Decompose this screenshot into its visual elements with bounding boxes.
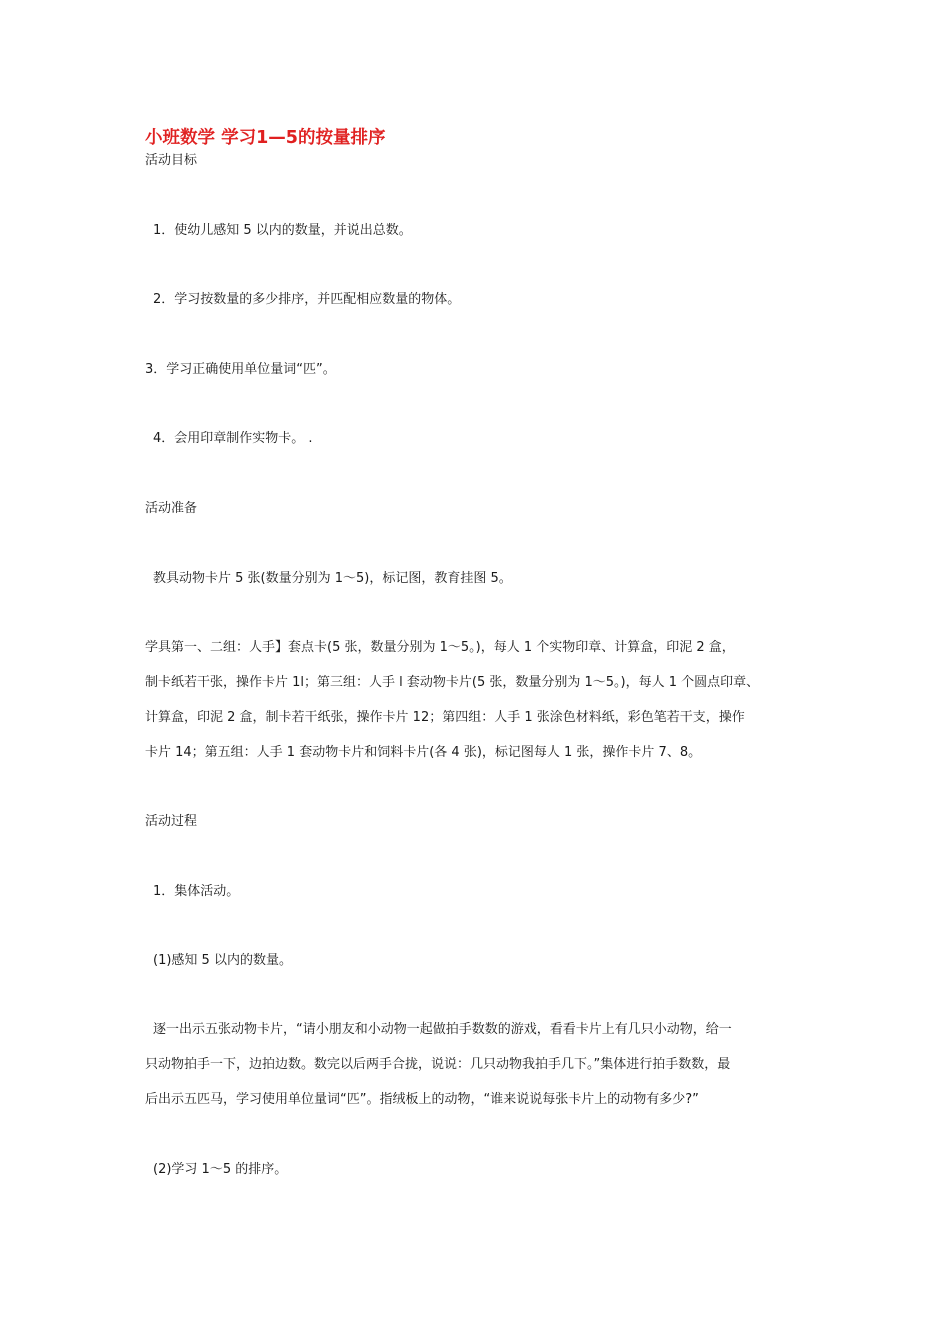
goal-item: 1．使幼儿感知 5 以内的数量，并说出总数。 bbox=[153, 223, 412, 238]
process-step: 1．集体活动。 bbox=[153, 884, 240, 899]
prep-student-line: 学具第一、二组：人手】套点卡(5 张，数量分别为 1～5。)，每人 1 个实物印章、计算盒，印泥 2 盒， bbox=[145, 640, 735, 655]
prep-student-line: 制卡纸若干张，操作卡片 1l；第三组：人手 l 套动物卡片(5 张，数量分别为 1～5。)，每人 1 个圆点印章、 bbox=[145, 675, 760, 690]
prep-teacher-text: 教具动物卡片 5 张(数量分别为 1～5)，标记图，教育挂图 5。 bbox=[153, 571, 512, 586]
goal-item: 4．会用印章制作实物卡。 . bbox=[153, 431, 313, 446]
section-heading-process: 活动过程 bbox=[145, 814, 198, 829]
section-heading-prep: 活动准备 bbox=[145, 501, 198, 516]
prep-student-line: 卡片 14；第五组：人手 1 套动物卡片和饲料卡片(各 4 张)，标记图每人 1 张，操作卡片 7、8。 bbox=[145, 745, 702, 760]
process-substep: (1)感知 5 以内的数量。 bbox=[153, 953, 292, 968]
process-substep: (2)学习 1～5 的排序。 bbox=[153, 1162, 288, 1177]
section-heading-goals: 活动目标 bbox=[145, 153, 198, 168]
prep-student-line: 计算盒，印泥 2 盒，制卡若干纸张，操作卡片 12；第四组：人手 1 张涂色材料纸，彩色笔若干支，操作 bbox=[145, 710, 745, 725]
process-paragraph-line: 逐一出示五张动物卡片，“请小朋友和小动物一起做拍手数数的游戏，看看卡片上有几只小动物，给一 bbox=[153, 1022, 732, 1037]
process-paragraph-line: 只动物拍手一下，边拍边数。数完以后两手合拢，说说：几只动物我拍手几下。”集体进行拍手数数，最 bbox=[145, 1057, 731, 1072]
document-title: 小班数学 学习1—5的按量排序 bbox=[145, 128, 386, 148]
process-paragraph-line: 后出示五匹马，学习使用单位量词“匹”。指绒板上的动物，“谁来说说每张卡片上的动物有多少?” bbox=[145, 1092, 699, 1107]
goal-item: 3．学习正确使用单位量词“匹”。 bbox=[145, 362, 336, 377]
goal-item: 2．学习按数量的多少排序，并匹配相应数量的物体。 bbox=[153, 292, 461, 307]
